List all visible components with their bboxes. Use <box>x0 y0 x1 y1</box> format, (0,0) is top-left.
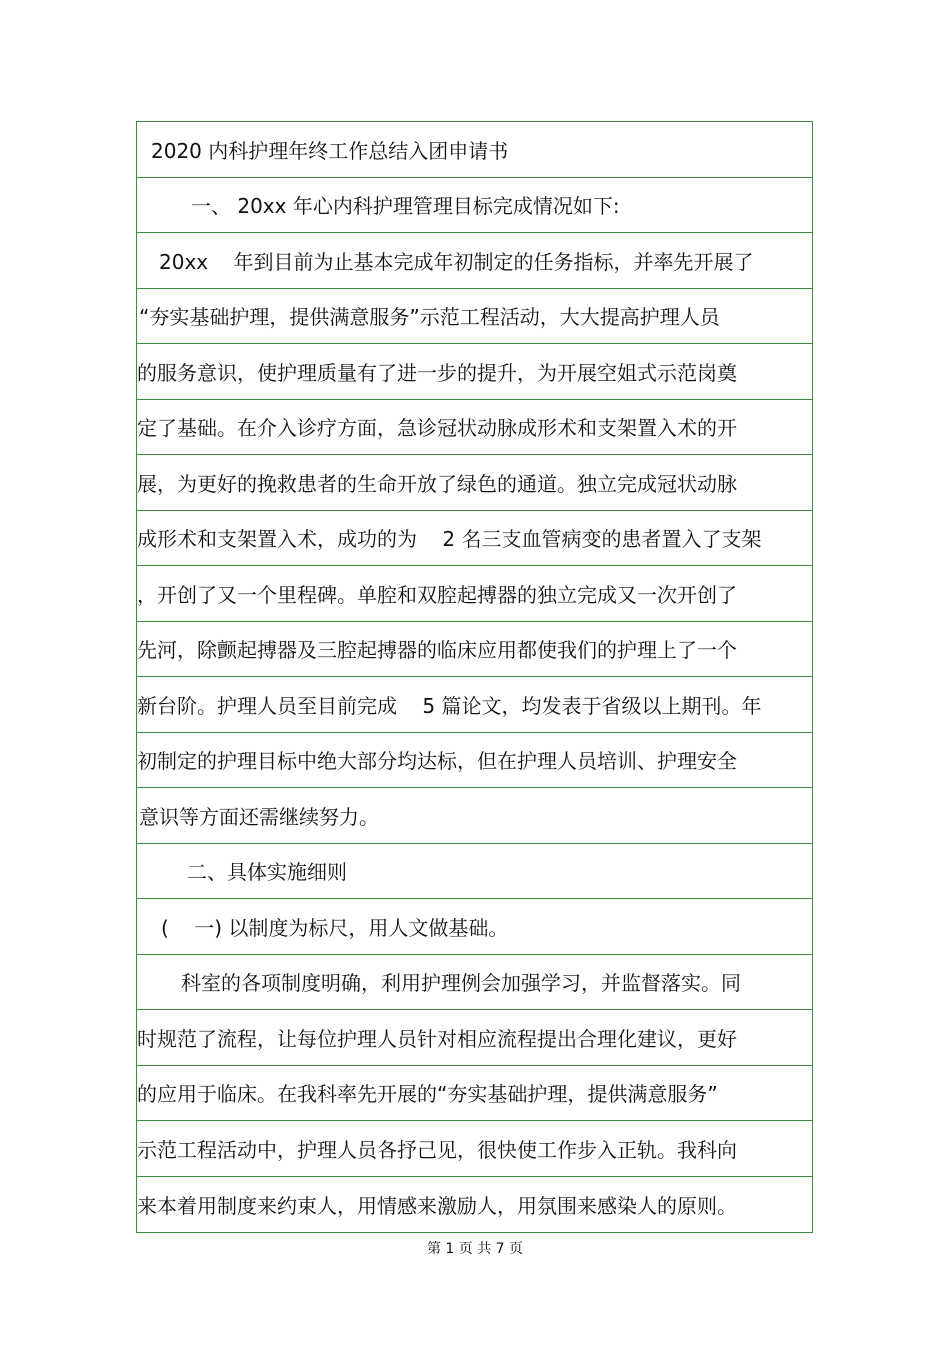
paragraph-line: 成形术和支架置入术，成功的为 2 名三支血管病变的患者置入了支架 <box>137 527 762 552</box>
paragraph-line: 时规范了流程，让每位护理人员针对相应流程提出合理化建议，更好 <box>137 1026 737 1051</box>
section-heading-2: 二、具体实施细则 <box>187 860 347 885</box>
paragraph-line: 意识等方面还需继续努力。 <box>139 804 379 829</box>
paragraph-line: 定了基础。在介入诊疗方面，急诊冠状动脉成形术和支架置入术的开 <box>137 416 737 441</box>
text-line <box>137 1010 812 1066</box>
text-line <box>137 511 812 567</box>
paragraph-line: 20xx 年到目前为止基本完成年初制定的任务指标，并率先开展了 <box>159 249 754 274</box>
paragraph-line: 展，为更好的挽救患者的生命开放了绿色的通道。独立完成冠状动脉 <box>137 471 737 496</box>
text-line <box>137 677 812 733</box>
text-line <box>137 955 812 1011</box>
text-line <box>137 788 812 844</box>
paragraph-line: 的服务意识，使护理质量有了进一步的提升，为开展空姐式示范岗奠 <box>137 360 737 385</box>
document-table <box>136 121 813 1233</box>
text-line <box>137 233 812 289</box>
text-line <box>137 733 812 789</box>
text-line <box>137 566 812 622</box>
paragraph-line: 初制定的护理目标中绝大部分均达标，但在护理人员培训、护理安全 <box>137 749 737 774</box>
text-line <box>137 455 812 511</box>
text-line <box>137 178 812 234</box>
section-heading-1: 一、 20xx 年心内科护理管理目标完成情况如下: <box>191 194 620 219</box>
text-line <box>137 899 812 955</box>
paragraph-line: 的应用于临床。在我科率先开展的“夯实基础护理，提供满意服务” <box>137 1082 718 1107</box>
text-line <box>137 1121 812 1177</box>
paragraph-line: ，开创了又一个里程碑。单腔和双腔起搏器的独立完成又一次开创了 <box>137 582 737 607</box>
title-text: 2020 内科护理年终工作总结入团申请书 <box>151 138 509 163</box>
document-title <box>137 122 812 178</box>
paragraph-line: 来本着用制度来约束人，用情感来激励人，用氛围来感染人的原则。 <box>137 1193 737 1218</box>
paragraph-line: “夯实基础护理，提供满意服务”示范工程活动，大大提高护理人员 <box>139 305 720 330</box>
text-line <box>137 400 812 456</box>
text-line <box>137 1177 812 1233</box>
text-line <box>137 844 812 900</box>
subsection-heading: ( 一) 以制度为标尺，用人文做基础。 <box>161 915 509 940</box>
paragraph-line: 新台阶。护理人员至目前完成 5 篇论文，均发表于省级以上期刊。年 <box>137 693 762 718</box>
text-line <box>137 289 812 345</box>
paragraph-line: 先河，除颤起搏器及三腔起搏器的临床应用都使我们的护理上了一个 <box>137 638 737 663</box>
text-line <box>137 344 812 400</box>
paragraph-line: 科室的各项制度明确，利用护理例会加强学习，并监督落实。同 <box>181 971 741 996</box>
page-number: 第 1 页 共 7 页 <box>426 1241 524 1257</box>
paragraph-line: 示范工程活动中，护理人员各抒己见，很快使工作步入正轨。我科向 <box>137 1137 737 1162</box>
text-line <box>137 622 812 678</box>
text-line <box>137 1066 812 1122</box>
